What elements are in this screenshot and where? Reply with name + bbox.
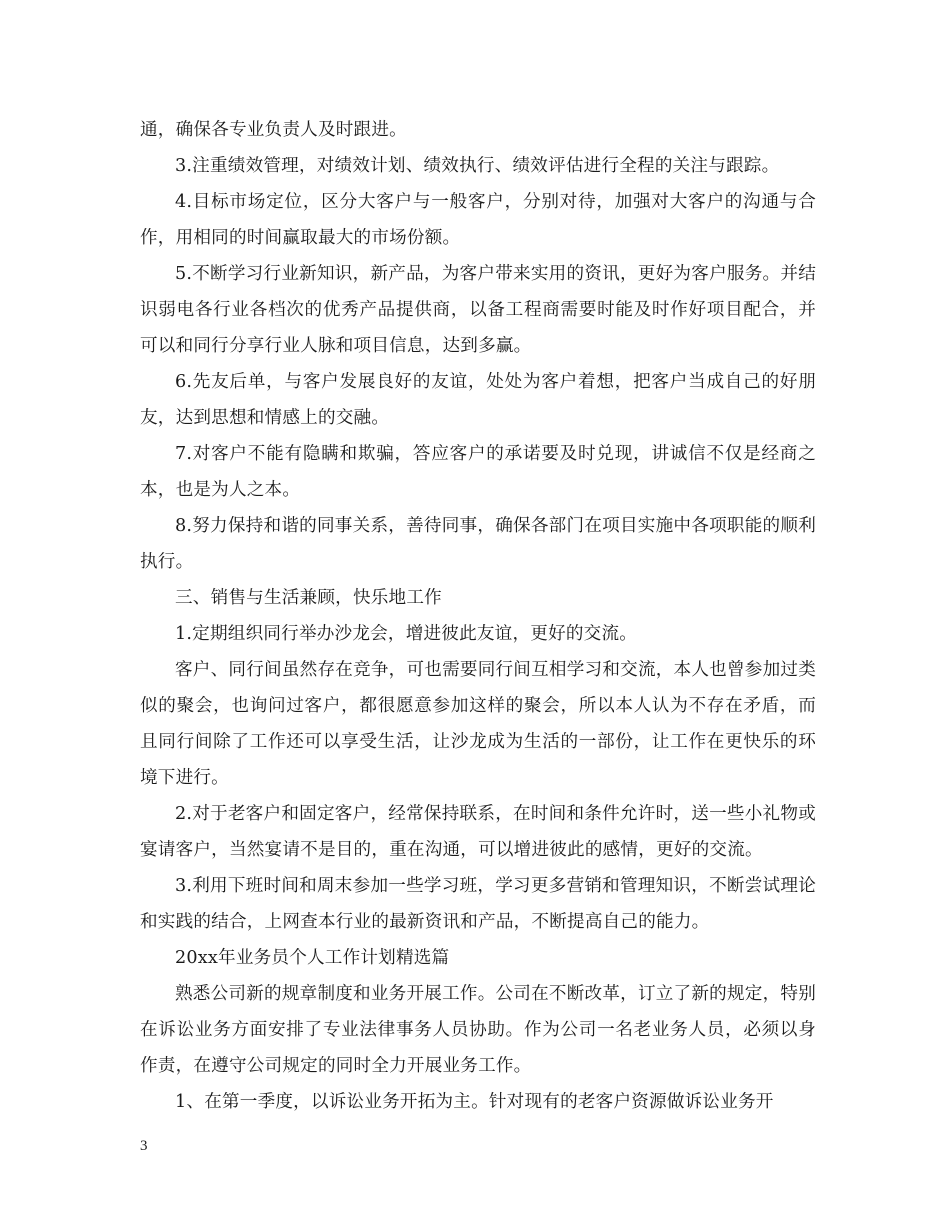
paragraph-3: 4.目标市场定位，区分大客户与一般客户，分别对待，加强对大客户的沟通与合作，用相同的时间赢取最大的市场份额。 xyxy=(140,192,816,248)
document-body xyxy=(140,112,816,1120)
paragraph-15: 1、在第一季度，以诉讼业务开拓为主。针对现有的老客户资源做诉讼业务开 xyxy=(175,1092,774,1112)
paragraph-4: 5.不断学习行业新知识，新产品，为客户带来实用的资讯，更好为客户服务。并结识弱电各行业各档次的优秀产品提供商，以备工程商需要时能及时作好项目配合，并可以和同行分享行业人脉和项目信息，达到多赢。 xyxy=(140,264,816,356)
paragraph-6: 7.对客户不能有隐瞒和欺骗，答应客户的承诺要及时兑现，讲诚信不仅是经商之本，也是为人之本。 xyxy=(140,444,816,500)
paragraph-7: 8.努力保持和谐的同事关系，善待同事，确保各部门在项目实施中各项职能的顺利执行。 xyxy=(140,516,816,572)
paragraph-11: 2.对于老客户和固定客户，经常保持联系，在时间和条件允许时，送一些小礼物或宴请客户，当然宴请不是目的，重在沟通，可以增进彼此的感情，更好的交流。 xyxy=(140,804,816,860)
paragraph-9: 1.定期组织同行举办沙龙会，增进彼此友谊，更好的交流。 xyxy=(175,624,638,644)
paragraph-5: 6.先友后单，与客户发展良好的友谊，处处为客户着想，把客户当成自己的好朋友，达到思想和情感上的交融。 xyxy=(140,372,816,428)
paragraph-1: 通，确保各专业负责人及时跟进。 xyxy=(140,120,407,140)
paragraph-2: 3.注重绩效管理，对绩效计划、绩效执行、绩效评估进行全程的关注与跟踪。 xyxy=(175,156,780,176)
paragraph-12: 3.利用下班时间和周末参加一些学习班，学习更多营销和管理知识，不断尝试理论和实践的结合，上网查本行业的最新资讯和产品，不断提高自己的能力。 xyxy=(140,876,816,932)
paragraph-10: 客户、同行间虽然存在竞争，可也需要同行间互相学习和交流，本人也曾参加过类似的聚会，也询问过客户，都很愿意参加这样的聚会，所以本人认为不存在矛盾，而且同行间除了工作还可以享受生活，让沙龙成为生活的一部份，让工作在更快乐的环境下进行。 xyxy=(140,660,816,788)
page-number: 3 xyxy=(140,1138,148,1154)
section-heading: 三、销售与生活兼顾，快乐地工作 xyxy=(175,588,442,608)
article-title: 20xx年业务员个人工作计划精选篇 xyxy=(175,948,450,968)
paragraph-14: 熟悉公司新的规章制度和业务开展工作。公司在不断改革，订立了新的规定，特别在诉讼业务方面安排了专业法律事务人员协助。作为公司一名老业务人员，必须以身作责，在遵守公司规定的同时全力开展业务工作。 xyxy=(140,984,816,1076)
